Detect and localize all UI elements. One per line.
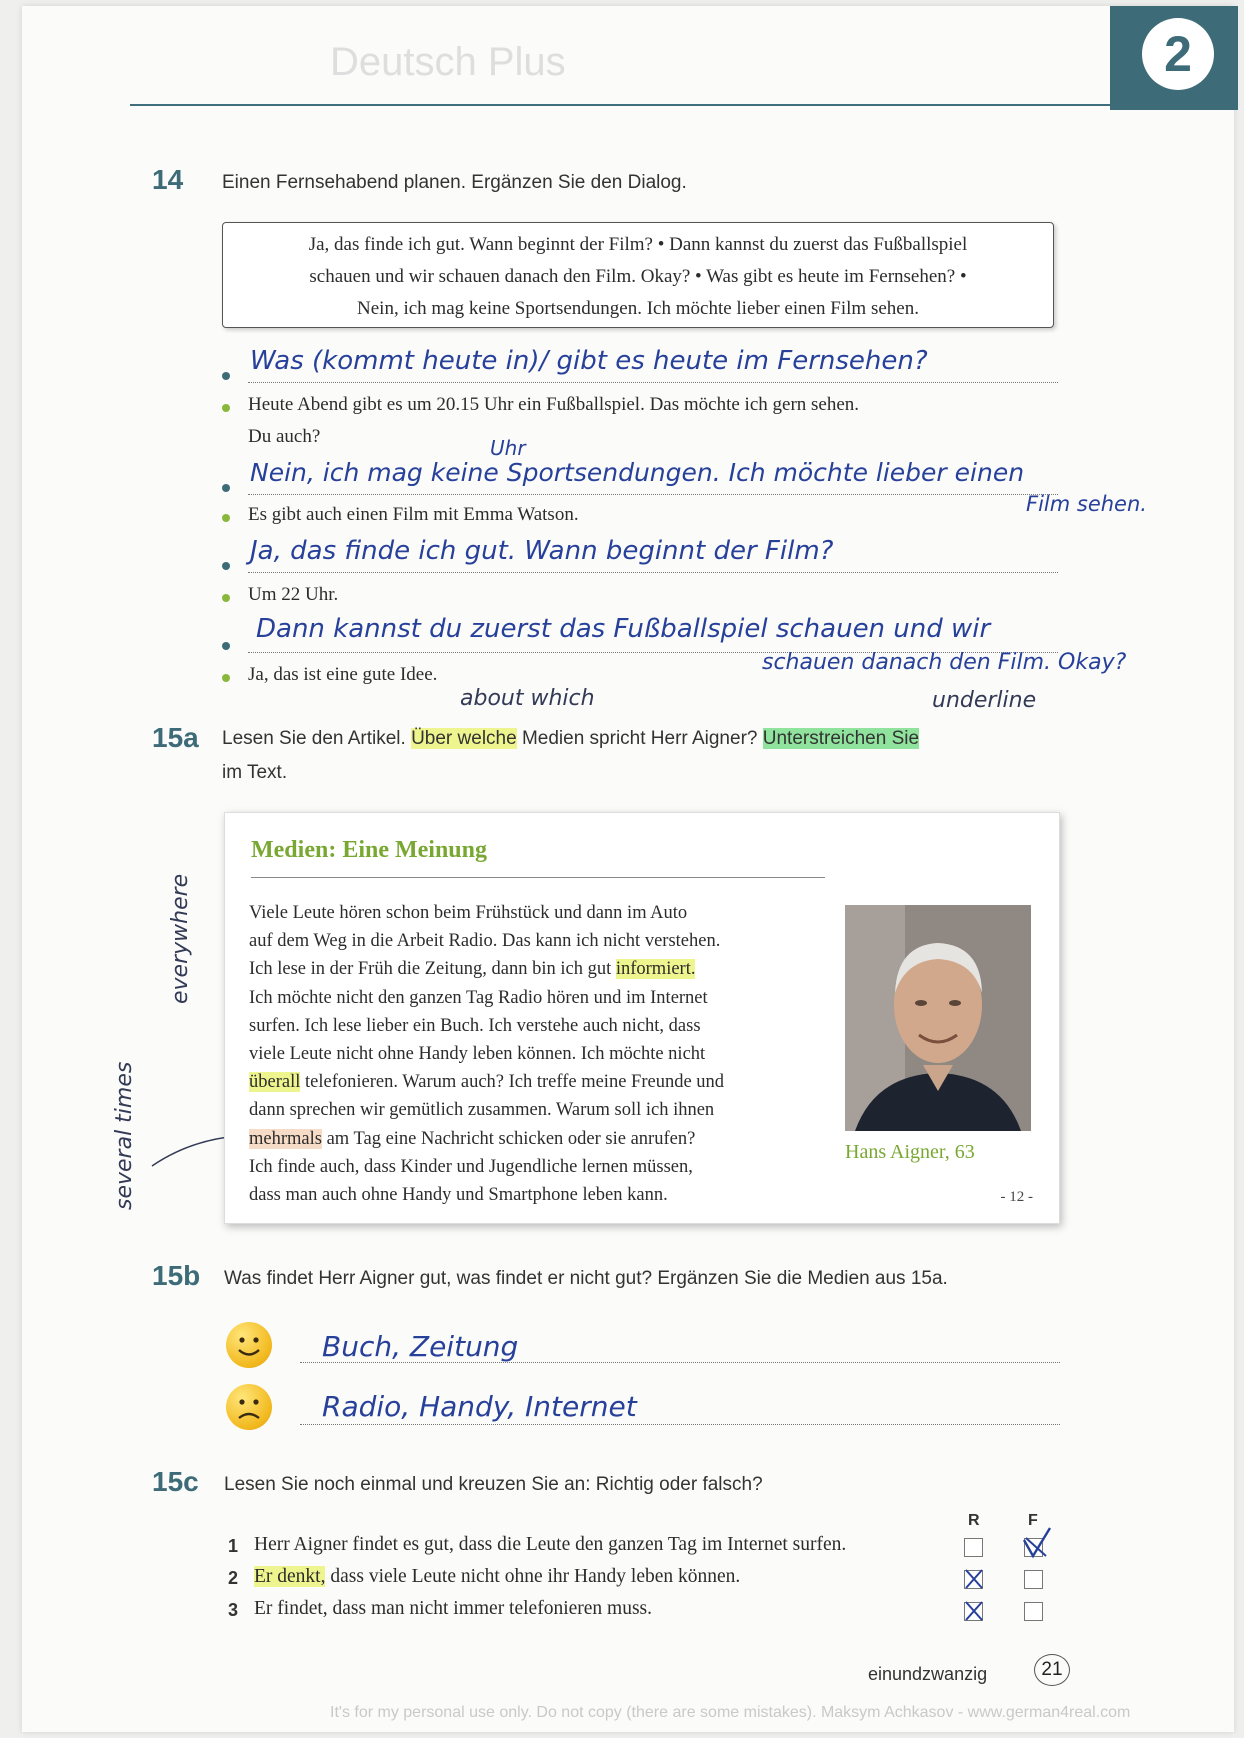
answer-line: [248, 572, 1058, 573]
handwritten-bad-media: Radio, Handy, Internet: [322, 1390, 637, 1423]
article-text: am Tag eine Nachricht schicken oder sie anrufen?: [321, 1128, 696, 1149]
ghost-header: Deutsch Plus: [330, 40, 566, 84]
cross-icon: [962, 1566, 986, 1592]
statement-text: Herr Aigner findet es gut, dass die Leute den ganzen Tag im Internet surfen.: [254, 1534, 847, 1555]
bullet-blue: [222, 562, 230, 570]
exercise-15a-instruction-line2: im Text.: [222, 762, 288, 783]
photo-caption: Hans Aigner, 63: [845, 1141, 975, 1163]
answer-line: [248, 382, 1058, 383]
dialog-line-3: Es gibt auch einen Film mit Emma Watson.: [248, 504, 579, 525]
exercise-15a-instruction: [222, 728, 919, 750]
bullet-blue: [222, 642, 230, 650]
bullet-green: [222, 674, 230, 682]
statement-text: Er findet, dass man nicht immer telefonieren muss.: [254, 1598, 653, 1619]
word-box-line-1: Ja, das finde ich gut. Wann beginnt der Film? • Dann kannst du zuerst das Fußballspiel: [308, 234, 968, 255]
highlight-informiert: informiert.: [615, 959, 696, 980]
statement-number: 3: [228, 1600, 239, 1620]
article-text: telefonieren. Warum auch? Ich treffe meine Freunde und: [300, 1072, 725, 1093]
article-line: viele Leute nicht ohne Handy leben können. Ich möchte nicht: [249, 1044, 706, 1065]
sad-face-icon: [226, 1384, 272, 1430]
article-line: dann sprechen wir gemütlich zusammen. Warum soll ich ihnen: [249, 1100, 715, 1121]
page-number-word: einundzwanzig: [868, 1664, 988, 1684]
article-body: [249, 899, 779, 1209]
bullet-green: [222, 594, 230, 602]
article-card: [224, 812, 1060, 1224]
handwritten-answer-1: Was (kommt heute in)/ gibt es heute im Fernsehen?: [250, 346, 928, 376]
exercise-15b-number: 15b: [152, 1260, 201, 1291]
portrait-illustration: [845, 905, 1031, 1131]
article-line: Ich finde auch, dass Kinder und Jugendliche lernen müssen,: [249, 1156, 693, 1177]
article-line: auf dem Weg in die Arbeit Radio. Das kann ich nicht verstehen.: [249, 931, 721, 952]
handwritten-answer-3: Ja, das finde ich gut. Wann beginnt der Film?: [250, 536, 834, 566]
bullet-green: [222, 404, 230, 412]
bullet-blue: [222, 372, 230, 380]
checkmark-icon: [1020, 1526, 1052, 1560]
exercise-15a-number: 15a: [152, 722, 199, 753]
page-number: 21: [1034, 1654, 1070, 1686]
article-title-rule: [251, 877, 825, 878]
article-line: dass man auch ohne Handy und Smartphone leben kann.: [249, 1185, 668, 1206]
handwritten-note-underline: underline: [932, 688, 1037, 713]
article-text: Ich lese in der Früh die Zeitung, dann bin ich gut: [249, 959, 616, 980]
highlight-mehrmals: mehrmals: [249, 1128, 322, 1149]
statement-text: [254, 1566, 740, 1588]
article-line: surfen. Ich lese lieber ein Buch. Ich verstehe auch nicht, dass: [249, 1015, 701, 1036]
chapter-number: 2: [1142, 18, 1214, 90]
checkbox-r-1[interactable]: [964, 1538, 983, 1557]
answer-line: [300, 1424, 1060, 1425]
article-line: [249, 1068, 779, 1096]
handwritten-note-uhr: Uhr: [490, 436, 526, 460]
handwritten-answer-2-cont: Film sehen.: [1026, 492, 1147, 516]
checkbox-f-2[interactable]: [1024, 1570, 1043, 1589]
instruction-text: Lesen Sie den Artikel.: [222, 728, 412, 749]
dialog-line-5: Ja, das ist eine gute Idee.: [248, 664, 438, 685]
statement-number: 1: [228, 1536, 239, 1556]
exercise-15c-instruction: Lesen Sie noch einmal und kreuzen Sie an: Richtig oder falsch?: [224, 1474, 763, 1495]
highlight-er-denkt: Er denkt,: [254, 1566, 326, 1587]
answer-line: [248, 494, 1058, 495]
margin-note-several-times: several times: [112, 1061, 137, 1210]
cross-icon: [962, 1598, 986, 1624]
exercise-15c-number: 15c: [152, 1466, 199, 1497]
article-line: Viele Leute hören schon beim Frühstück und dann im Auto: [249, 903, 688, 923]
dialog-line-2b: Du auch?: [248, 426, 321, 447]
instruction-text: Medien spricht Herr Aigner?: [516, 728, 763, 749]
highlight-ueberall: überall: [249, 1072, 301, 1093]
article-line: [249, 955, 779, 983]
margin-note-everywhere: everywhere: [168, 873, 193, 1004]
handwritten-good-media: Buch, Zeitung: [322, 1330, 519, 1363]
word-box-line-2: schauen und wir schauen danach den Film. Okay? • Was gibt es heute im Fernsehen? •: [309, 266, 967, 287]
highlight-unterstreichen: Unterstreichen Sie: [762, 728, 920, 749]
article-page-reference: - 12 -: [1000, 1189, 1033, 1205]
dialog-line-2a: Heute Abend gibt es um 20.15 Uhr ein Fußballspiel. Das möchte ich gern sehen.: [248, 394, 860, 415]
dialog-line-4: Um 22 Uhr.: [248, 584, 339, 605]
article-line: [249, 1125, 779, 1153]
statement-number: 2: [228, 1568, 239, 1588]
handwritten-note-about-which: about which: [460, 686, 595, 711]
article-title: Medien: Eine Meinung: [251, 837, 488, 863]
handwritten-answer-2: Nein, ich mag keine Sportsendungen. Ich möchte lieber einen: [250, 458, 1025, 487]
handwritten-answer-4: Dann kannst du zuerst das Fußballspiel schauen und wir: [256, 614, 991, 644]
watermark: It's for my personal use only. Do not copy (there are some mistakes). Maksym Achkasov - www.german4real.com: [330, 1704, 1131, 1721]
statement-rest: dass viele Leute nicht ohne ihr Handy leben können.: [325, 1566, 741, 1587]
column-richtig: R: [968, 1512, 980, 1529]
column-falsch: F: [1028, 1512, 1038, 1529]
header-rule: [130, 104, 1120, 106]
handwritten-answer-4-cont: schauen danach den Film. Okay?: [762, 650, 1127, 675]
portrait-photo: [845, 905, 1031, 1131]
happy-face-icon: [226, 1322, 272, 1368]
exercise-14-number: 14: [152, 164, 184, 195]
highlight-ueber-welche: Über welche: [411, 728, 517, 749]
checkbox-f-3[interactable]: [1024, 1602, 1043, 1621]
word-box: [222, 222, 1054, 328]
bullet-blue: [222, 484, 230, 492]
word-box-line-3: Nein, ich mag keine Sportsendungen. Ich möchte lieber einen Film sehen.: [357, 298, 919, 319]
article-line: Ich möchte nicht den ganzen Tag Radio hören und im Internet: [249, 987, 708, 1008]
exercise-14-instruction: Einen Fernsehabend planen. Ergänzen Sie den Dialog.: [222, 172, 687, 193]
exercise-15b-instruction: Was findet Herr Aigner gut, was findet er nicht gut? Ergänzen Sie die Medien aus 15a.: [224, 1268, 948, 1289]
bullet-green: [222, 514, 230, 522]
